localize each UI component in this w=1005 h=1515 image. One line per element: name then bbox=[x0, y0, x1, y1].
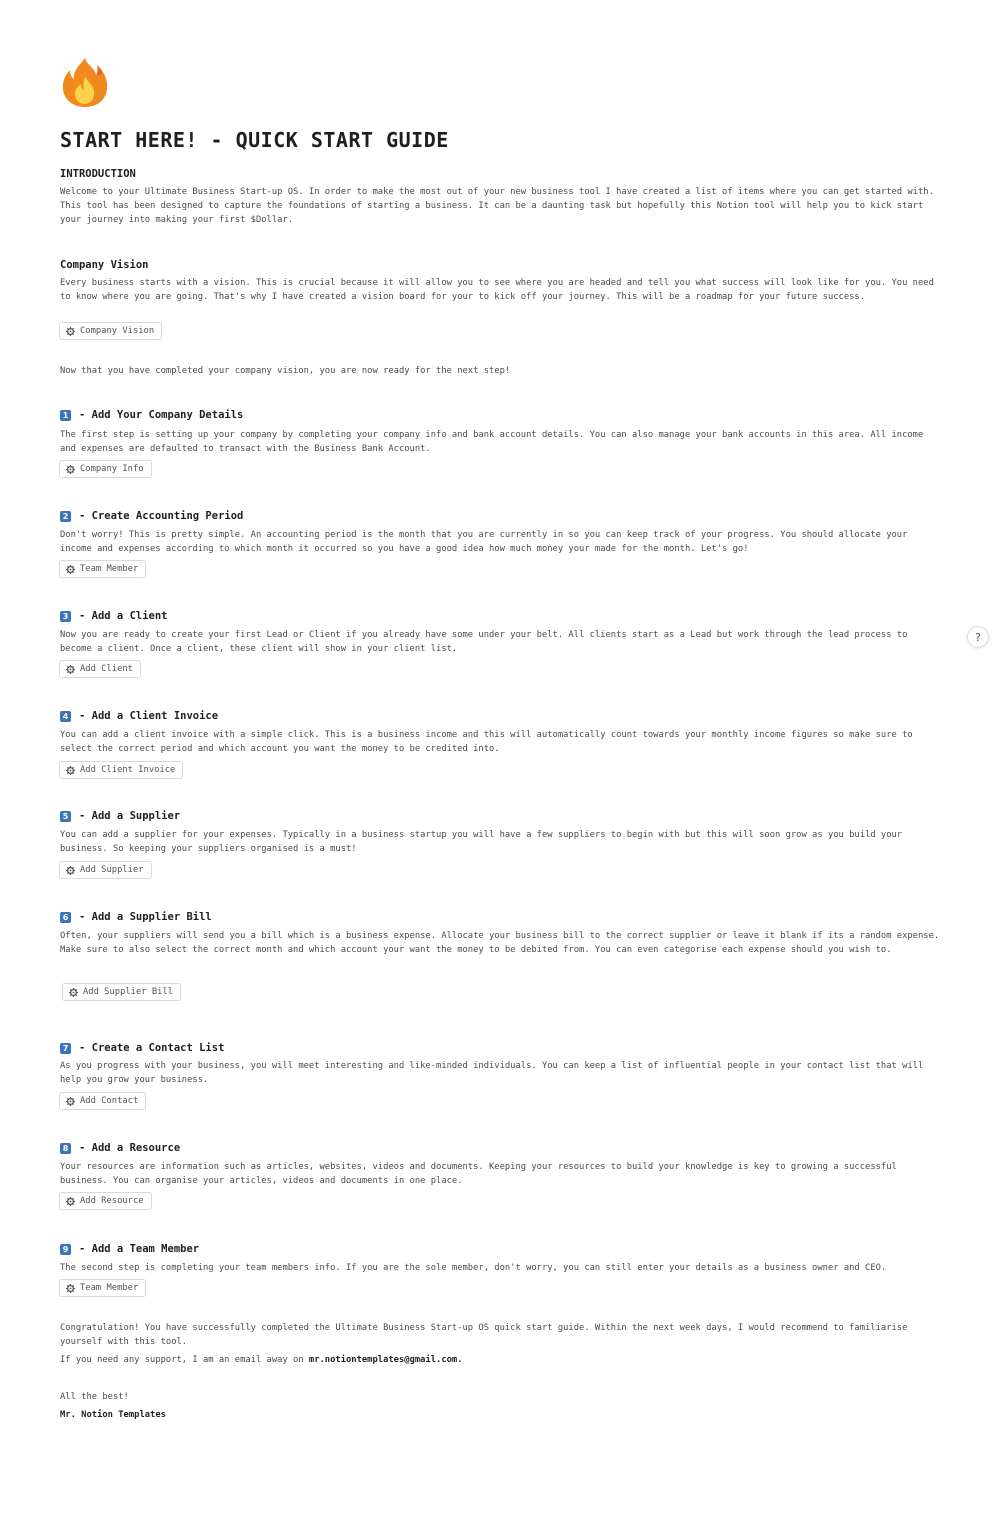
gear-icon bbox=[66, 1284, 75, 1293]
step-2-button[interactable] bbox=[59, 560, 146, 578]
step-5-button[interactable] bbox=[59, 861, 152, 879]
step-title: - Create Accounting Period bbox=[79, 510, 244, 522]
number-badge: 2 bbox=[60, 511, 71, 522]
step-button-label: Add Contact bbox=[80, 1096, 139, 1106]
step-title: - Add a Supplier Bill bbox=[79, 911, 212, 923]
number-badge: 7 bbox=[60, 1043, 71, 1054]
step-2-text: Don't worry! This is pretty simple. An accounting period is the month that you are currently in so you can keep track of your progress. You should allocate your income and expenses according to which month it occurred so you have a good idea how much money your made for the month. Let's go! bbox=[60, 530, 908, 554]
congratulation-text: Congratulation! You have successfully completed the Ultimate Business Start-up OS quick start guide. Within the next week days, I would recommend to familiarise yourself with this tool. bbox=[60, 1323, 908, 1347]
step-3-text: Now you are ready to create your first Lead or Client if you already have some under your belt. All clients start as a Lead but work through the lead process to become a client. Once a client, these client will show in your client list. bbox=[60, 630, 908, 654]
gear-icon bbox=[66, 465, 75, 474]
step-3-heading bbox=[60, 610, 168, 622]
step-title: - Add a Client Invoice bbox=[79, 710, 219, 722]
company-vision-heading-label: Company Vision bbox=[60, 259, 149, 271]
step-button-label: Add Supplier Bill bbox=[83, 987, 174, 997]
number-badge: 6 bbox=[60, 912, 71, 923]
gear-icon bbox=[66, 565, 75, 574]
step-4-text: You can add a client invoice with a simple click. This is a business income and this will automatically count towards your monthly income figures so make sure to select the correct period and which account you want the money to be credited into. bbox=[60, 730, 913, 754]
number-badge: 4 bbox=[60, 711, 71, 722]
gear-icon bbox=[66, 766, 75, 775]
step-6-button[interactable] bbox=[62, 983, 181, 1001]
step-button-label: Add Resource bbox=[80, 1196, 144, 1206]
step-title: - Add a Supplier bbox=[79, 810, 181, 822]
step-7-button[interactable] bbox=[59, 1092, 146, 1110]
company-vision-button[interactable] bbox=[59, 322, 162, 340]
fire-icon bbox=[60, 56, 110, 108]
gear-icon bbox=[69, 988, 78, 997]
step-9-button[interactable] bbox=[59, 1279, 146, 1297]
step-button-label: Add Supplier bbox=[80, 865, 144, 875]
step-1-button[interactable] bbox=[59, 460, 152, 478]
gear-icon bbox=[66, 665, 75, 674]
step-button-label: Add Client bbox=[80, 664, 133, 674]
support-prefix: If you need any support, I am an email away on bbox=[60, 1355, 309, 1365]
step-3-button[interactable] bbox=[59, 660, 141, 678]
support-email[interactable]: mr.notiontemplates@gmail.com. bbox=[308, 1355, 463, 1365]
gear-icon bbox=[66, 327, 75, 336]
signature bbox=[60, 1409, 940, 1423]
page-title: START HERE! - QUICK START GUIDE bbox=[60, 128, 449, 152]
step-6-text: Often, your suppliers will send you a bill which is a business expense. Allocate your business bill to the correct supplier or leave it blank if its a random expense. Make sure to also select the correct month and which account your want the money to be debited from. You can even categorise each expense should you wish to. bbox=[60, 931, 940, 955]
step-1-text: The first step is setting up your company by completing your company info and bank account details. You can also manage your bank accounts in this area. All income and expenses are defaulted to transact with the Business Bank Account. bbox=[60, 430, 924, 454]
gear-icon bbox=[66, 1197, 75, 1206]
step-6-heading bbox=[60, 911, 212, 923]
signoff-text: All the best! bbox=[60, 1392, 129, 1402]
support-text bbox=[60, 1354, 940, 1368]
signature-name: Mr. Notion Templates bbox=[60, 1410, 166, 1420]
company-vision-heading bbox=[60, 259, 149, 271]
step-8-button[interactable] bbox=[59, 1192, 152, 1210]
step-9-heading bbox=[60, 1243, 199, 1255]
step-button-label: Team Member bbox=[80, 1283, 139, 1293]
step-8-heading bbox=[60, 1142, 180, 1154]
number-badge: 8 bbox=[60, 1143, 71, 1154]
step-7-text: As you progress with your business, you will meet interesting and like-minded individuals. You can keep a list of influential people in your contact list that will help you grow your business. bbox=[60, 1061, 924, 1085]
introduction-text: Welcome to your Ultimate Business Start-up OS. In order to make the most out of your new business tool I have created a list of items where you can get started with. This tool has been designed to capture the foundations of starting a business. It can be a daunting task but hopefully this Notion tool will help you to kick start your journey into making your first $Dollar. bbox=[60, 187, 934, 225]
step-1-heading bbox=[60, 409, 243, 421]
step-8-text: Your resources are information such as articles, websites, videos and documents. Keeping your resources to build your knowledge is key to growing a successful business. You can organise your articles, videos and documents in one place. bbox=[60, 1162, 897, 1186]
number-badge: 9 bbox=[60, 1244, 71, 1255]
gear-icon bbox=[66, 1097, 75, 1106]
step-button-label: Add Client Invoice bbox=[80, 765, 176, 775]
company-vision-text: Every business starts with a vision. This is crucial because it will allow you to see where you are headed and tell you what success will look like for you. You need to know where you are going. That's why I have created a vision board for your to kick off your journey. This will be a roadmap for your future success. bbox=[60, 278, 934, 302]
step-title: - Add a Resource bbox=[79, 1142, 181, 1154]
step-button-label: Company Info bbox=[80, 464, 144, 474]
step-4-heading bbox=[60, 710, 218, 722]
number-badge: 1 bbox=[60, 410, 71, 421]
step-5-text: You can add a supplier for your expenses. Typically in a business startup you will have a few suppliers to begin with but this will soon grow as you build your business. So keeping your suppliers organised is a must! bbox=[60, 830, 903, 854]
company-vision-button-label: Company Vision bbox=[80, 326, 155, 336]
step-title: - Create a Contact List bbox=[79, 1042, 225, 1054]
step-5-heading bbox=[60, 810, 180, 822]
introduction-heading: INTRODUCTION bbox=[60, 168, 136, 180]
step-9-text: The second step is completing your team members info. If you are the sole member, don't worry, you can still enter your details as a business owner and CEO. bbox=[60, 1263, 887, 1273]
number-badge: 5 bbox=[60, 811, 71, 822]
step-title: - Add Your Company Details bbox=[79, 409, 244, 421]
step-button-label: Team Member bbox=[80, 564, 139, 574]
step-2-heading bbox=[60, 510, 243, 522]
vision-next-text: Now that you have completed your company vision, you are now ready for the next step! bbox=[60, 366, 511, 376]
step-4-button[interactable] bbox=[59, 761, 183, 779]
help-button[interactable]: ? bbox=[967, 626, 989, 648]
step-title: - Add a Team Member bbox=[79, 1243, 200, 1255]
step-title: - Add a Client bbox=[79, 610, 168, 622]
step-7-heading bbox=[60, 1042, 224, 1054]
gear-icon bbox=[66, 866, 75, 875]
number-badge: 3 bbox=[60, 611, 71, 622]
